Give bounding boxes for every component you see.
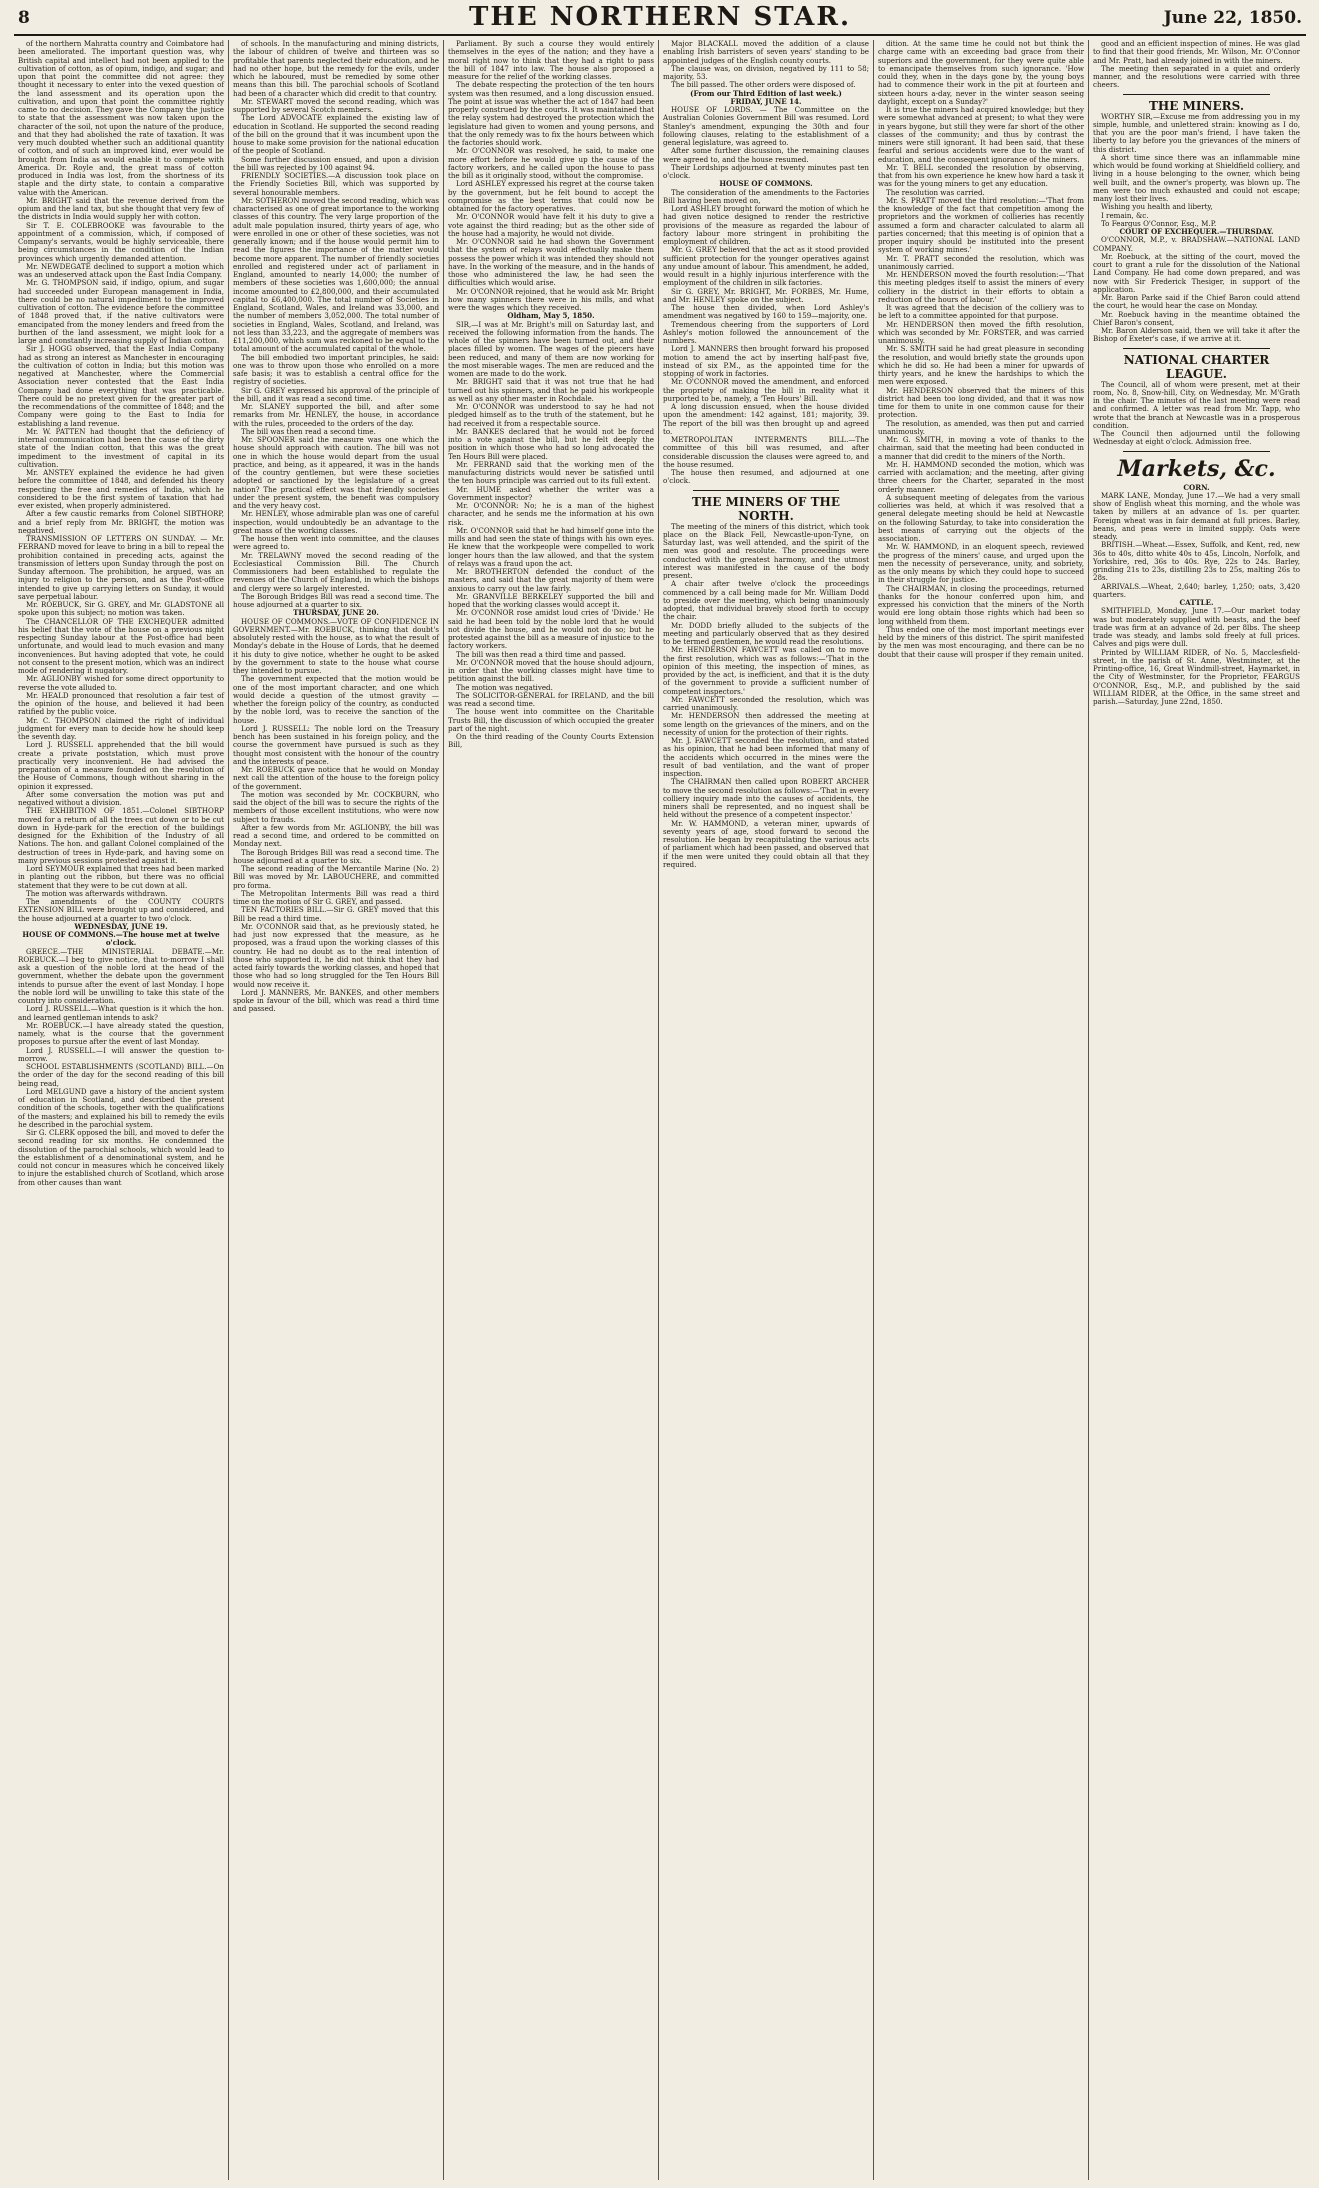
article-paragraph: Sir G. GREY, Mr. BRIGHT, Mr. FORBES, Mr. Hume, and Mr. HENLEY spoke on the subject. [663, 286, 869, 304]
article-paragraph: Mr. BRIGHT said that the revenue derived from the opium and the land tax, but she thought that very few of the districts in India would supply her with cotton. [18, 195, 224, 222]
article-paragraph: Mr. ANSTEY explained the evidence he had given before the committee of 1848, and defended his theory respecting the free and remedies of India, which he considered to be the first system of taxation that had ever existed, when properly administered. [18, 468, 224, 510]
article-paragraph: Mr. W. HAMMOND, in an eloquent speech, reviewed the progress of the miners' cause, and urged upon the men the necessity of perseverance, unity, and sobriety, as the only means by which they could hope to succeed in their struggle for justice. [878, 542, 1084, 585]
article-paragraph: HOUSE OF LORDS. — The Committee on the Australian Colonies Government Bill was resumed. Lord Stanley's amendment, expunging the 30th and four following clauses, relating to the establishment of a general legislature, was agreed to. [663, 105, 869, 147]
section-heading: (From our Third Edition of last week.) [690, 88, 842, 98]
article-paragraph: Sir G. CLERK opposed the bill, and moved to defer the second reading for six months. He condemned the dissolution of the parochial schools, which would lead to the establishment of a denominational system, and he could not concur in measures which he conceived likely to injure the established church of Scotland, which arose from other causes than want [18, 1128, 224, 1187]
article-paragraph: Mr. O'CONNOR rose amidst loud cries of 'Divide.' He said he had been told by the noble lord that he would not divide the house, and he would not do so; but he protested against the bill as a measure of injustice to the factory workers. [448, 608, 654, 651]
article-paragraph: Wishing you health and liberty, [1101, 202, 1213, 212]
article-paragraph: Mr. Roebuck having in the meantime obtained the Chief Baron's consent, [1093, 309, 1300, 327]
article-paragraph: Lord J. RUSSELL.—I will answer the question to-morrow. [18, 1045, 224, 1063]
article-paragraph: Mr. HENLEY, whose admirable plan was one of careful inspection, would undoubtedly be an advantage to the great mass of the working classes. [233, 509, 439, 535]
article-paragraph: Mr. G. GREY believed that the act as it stood provided sufficient protection for the younger operatives against any undue amount of labour. This amendment, he added, would result in a highly injurious interference with the employment of the children in silk factories. [663, 245, 869, 288]
article-paragraph: The clause was, on division, negatived by 111 to 58; majority, 53. [663, 63, 869, 81]
masthead-rule [14, 34, 1306, 36]
column-1 [14, 40, 229, 2180]
article-paragraph: The meeting then separated in a quiet and orderly manner, and the resolutions were carried with three cheers. [1093, 63, 1300, 90]
article-paragraph: Lord ASHLEY expressed his regret at the course taken by the government, but he felt bound to accept the compromise as the best terms that could now be obtained for the factory operatives. [448, 179, 654, 213]
article-paragraph: The amendments of the COUNTY COURTS EXTENSION BILL were brought up and considered, and the house adjourned at a quarter to two o'clock. [18, 897, 224, 923]
article-paragraph: SIR,—I was at Mr. Bright's mill on Saturday last, and received the following information from the hands. The whole of the spinners have been turned out, and their places filled by women. The wages of the piecers have been reduced, and many of them are now working for the most miserable wages. The men are reduced and the women are made to do the work. [448, 319, 654, 378]
article-paragraph: The Council then adjourned until the following Wednesday at eight o'clock. Admission free. [1093, 429, 1300, 447]
article-paragraph: FRIENDLY SOCIETIES.—A discussion took place on the Friendly Societies Bill, which was supported by several honourable members. [233, 171, 439, 197]
article-paragraph: TRANSMISSION OF LETTERS ON SUNDAY. — Mr. FERRAND moved for leave to bring in a bill to repeal the prohibition contained in preceding acts, against the transmission of letters upon Sunday through the post on Sunday afternoon. The prohibition, he argued, was an injury to religion to the person, and as the Post-office intended to give up carrying letters on Sunday, it would save perpetual labour. [18, 534, 224, 601]
article-paragraph: Mr. NEWDEGATE declined to support a motion which was an undeserved attack upon the East India Company. [18, 261, 224, 279]
article-paragraph: Mr. H. HAMMOND seconded the motion, which was carried with acclamation; and the meeting, after giving three cheers for the Charter, separated in the most orderly manner. [878, 459, 1084, 494]
section-heading: FRIDAY, JUNE 14. [730, 96, 802, 106]
issue-date: June 22, 1850. [1163, 8, 1302, 28]
article-paragraph: The Borough Bridges Bill was read a second time. The house adjourned at a quarter to six. [233, 591, 439, 609]
article-paragraph: Lord MELGUND gave a history of the ancient system of education in Scotland, and described the present condition of the schools, together with the qualifications of the masters; and explained his bill to remedy the evils he described in the parochial system. [18, 1086, 224, 1129]
article-paragraph: Their Lordships adjourned at twenty minutes past ten o'clock. [663, 162, 869, 180]
column-6 [1089, 40, 1304, 2180]
article-paragraph: O'CONNOR, M.P., v. BRADSHAW.—NATIONAL LAND COMPANY. [1093, 235, 1300, 253]
article-paragraph: The Lord ADVOCATE explained the existing law of education in Scotland. He supported the second reading of the bill on the ground that it was incumbent upon the house to make some provision for the national education of the people of Scotland. [233, 113, 439, 156]
article-paragraph: Mr. O'CONNOR moved the amendment, and enforced the propriety of making the bill in reality what it purported to be, namely, a 'Ten Hours' Bill. [663, 377, 869, 403]
article-paragraph: A chair after twelve o'clock the proceedings commenced by a call being made for Mr. William Dodd to preside over the meeting, which being unanimously adopted, that individual bravely stood forth to occupy the chair. [663, 579, 869, 622]
article-paragraph: The motion was negatived. [456, 682, 553, 692]
section-heading: CATTLE. [1179, 598, 1214, 607]
article-paragraph: After a few words from Mr. AGLIONBY, the bill was read a second time, and ordered to be committed on Monday next. [233, 822, 439, 849]
article-paragraph: To Feargus O'Connor, Esq., M.P. [1101, 218, 1217, 228]
article-paragraph: Mr. O'CONNOR was resolved, he said, to make one more effort before he would give up the cause of the factory workers, and he called upon the house to pass the bill as it originally stood, without the compromise. [448, 146, 654, 180]
article-paragraph: Mr. TRELAWNY moved the second reading of the Ecclesiastical Commission Bill. The Church Commissioners had been established to regulate the revenues of the Church of England, in which the bishops and clergy were so largely interested. [233, 550, 439, 593]
article-paragraph: of schools. In the manufacturing and mining districts, the labour of children of twelve and thirteen was so profitable that parents neglected their education, and he had no other hope, but the remedy for the evils, under which he laboured, must be remedied by some other means than this bill. The parochial schools of Scotland had been of a character which did credit to that country. [233, 40, 439, 98]
article-paragraph: I remain, &c. [1101, 210, 1149, 220]
column-2 [229, 40, 444, 2180]
article-paragraph: A subsequent meeting of delegates from the various collieries was held, at which it was resolved that a general delegate meeting should be held at Newcastle on the following Saturday, to take into consideration the best means of carrying out the objects of the association. [878, 492, 1084, 543]
article-paragraph: Mr. W. HAMMOND, a veteran miner, upwards of seventy years of age, stood forward to second the resolution. He began by recapitulating the various acts of parliament which had been passed, and observed that if the men were united they could obtain all that they required. [663, 818, 869, 869]
article-paragraph: The meeting of the miners of this district, which took place on the Black Fell, Newcastle-upon-Tyne, on Saturday last, was well attended, and the spirit of the men was good and resolute. The proceedings were conducted with the greatest harmony, and the utmost interest was manifested in the cause of the body present. [663, 521, 869, 580]
section-heading: HOUSE OF COMMONS.—The house met at twelve o'clock. [22, 930, 220, 948]
article-paragraph: Lord SEYMOUR explained that trees had been marked in planting out the ribbon, but there was no official statement that they were to be cut down at all. [18, 864, 224, 890]
article-paragraph: good and an efficient inspection of mines. He was glad to find that their good friends, Mr. Wilson, Mr. O'Connor and Mr. Pratt, had already joined in with the miners. [1093, 40, 1300, 65]
article-paragraph: Tremendous cheering from the supporters of Lord Ashley's motion followed the announcement of the numbers. [663, 319, 869, 345]
article-paragraph: Mr. W. PATTEN had thought that the deficiency of internal communication had been the cause of the dirty state of the Indian cotton, that this was the great impediment to the investment of capital in its cultivation. [18, 426, 224, 469]
article-paragraph: of the northern Mahratta country and Coimbatore had been ameliorated. The important question was, why British capital and intellect had not been applied to the cultivation of cotton, as of opium, indigo, and sugar; and upon that point the committee did not agree: they thought it necessary to enter into the vexed question of the land assessment and its operation upon the cultivation, and upon that point the committee rightly came to no decision. They gave the Company the justice to state that the assessment was now taken upon the character of the soil, not upon the nature of the produce, and that they had abolished the rate of taxation. It was very much doubted whether such an additional quantity of cotton, and of such an improved kind, ever would be brought from India as would enable it to compete with America. Dr. Royle and, the great mass of cotton produced in India was lost, from the shortness of its staple and the dirty state, to contain a comparative value with the American. [18, 40, 224, 197]
article-paragraph: Mr. BROTHERTON defended the conduct of the masters, and said that the great majority of them were anxious to carry out the law fairly. [448, 567, 654, 593]
article-paragraph: Mr. ROEBUCK gave notice that he would on Monday next call the attention of the house to the foreign policy of the government. [233, 765, 439, 791]
article-paragraph: Mr. SOTHERON moved the second reading, which was characterised as one of great importance to the working classes of this country. The very large proportion of the adult male population insured, thirty years of age, who were enrolled in one or other of these societies, was not generally known; and if the house would permit him to read the figures the importance of the matter would become more apparent. The number of friendly societies enrolled and registered under act of parliament in England, amounted to nearly 14,000; the number of members of these societies was 1,600,000; the annual income amounted to £2,800,000, and their accumulated capital to £6,400,000. The total number of Societies in England, Scotland, Wales, and Ireland was 33,000, and the number of members 3,052,000. The total number of societies in England, Wales, Scotland, and Ireland, was not less than 33,223, and the aggregate of members was £11,200,000, which sum was reckoned to be equal to the total amount of the accumulated capital of the whole. [233, 195, 439, 354]
article-paragraph: Mr. ROEBUCK.—I have already stated the question, namely, what is the course that the government proposes to pursue after the event of last Monday. [18, 1020, 224, 1047]
article-paragraph: THE EXHIBITION OF 1851.—Colonel SIBTHORP moved for a return of all the trees cut down or to be cut down in Hyde-park for the erection of the buildings designed for the Exhibition of the Industry of all Nations. The hon. and gallant Colonel complained of the destruction of trees in Hyde-park, and having some on many previous sessions protested against it. [18, 806, 224, 865]
article-paragraph: Mr. O'CONNOR rejoined, that he would ask Mr. Bright how many spinners there were in his mills, and what were the wages which they received. [448, 286, 654, 312]
section-heading: COURT OF EXCHEQUER.—THURSDAY. [1119, 227, 1274, 236]
article-paragraph: Lord J. MANNERS, Mr. BANKES, and other members spoke in favour of the bill, which was read a third time and passed. [233, 987, 439, 1014]
section-heading: WEDNESDAY, JUNE 19. [74, 921, 168, 931]
article-paragraph: The debate respecting the protection of the ten hours system was then resumed, and a long discussion ensued. The point at issue was whether the act of 1847 had been properly construed by the courts. It was maintained that the relay system had destroyed the protection which the legislature had given to women and young persons, and that the only remedy was to fix the hours between which the factories should work. [448, 80, 654, 147]
article-paragraph: Sir G. GREY expressed his approval of the principle of the bill, and it was read a second time. [233, 385, 439, 403]
article-paragraph: The bill embodied two important principles, he said: one was to throw upon those who enrolled on a more safe basis; it was to establish a central office for the registry of societies. [233, 352, 439, 387]
article-paragraph: The consideration of the amendments to the Factories Bill having been moved on, [663, 187, 869, 205]
article-paragraph: BRITISH.—Wheat.—Essex, Suffolk, and Kent, red, new 36s to 40s, ditto white 40s to 45s, Lincoln, Norfolk, and Yorkshire, red, 36s to 40s. Rye, 22s to 24s. Barley, grinding 21s to 23s, distilling 23s to 25s, malting 26s to 28s. [1093, 540, 1300, 583]
article-paragraph: After some conversation the motion was put and negatived without a division. [18, 789, 224, 807]
article-paragraph: WORTHY SIR,—Excuse me from addressing you in my simple, humble, and unlettered strain: knowing as I do, that you are the poor man's friend, I have taken the liberty to lay before you the grievances of the miners of this district. [1093, 111, 1300, 154]
article-paragraph: On the third reading of the County Courts Extension Bill, [448, 732, 654, 750]
article-paragraph: Mr. O'CONNOR moved that the house should adjourn, in order that the working classes might have time to petition against the bill. [448, 657, 654, 684]
article-headline: THE MINERS. [1149, 98, 1244, 113]
article-paragraph: Mr. FAWCETT seconded the resolution, which was carried unanimously. [663, 694, 869, 712]
article-paragraph: Mr. O'CONNOR was understood to say he had not pledged himself as to the truth of the statement, but he had received it from a respectable source. [448, 402, 654, 428]
article-paragraph: Mr. O'CONNOR said that he had himself gone into the mills and had seen the state of things with his own eyes. He knew that the workpeople were compelled to work longer hours than the law allowed, and that the system of relays was a fraud upon the act. [448, 525, 654, 568]
article-paragraph: Mr. BANKES declared that he would not be forced into a vote against the bill, but he felt deeply the position in which those who had so long advocated the Ten Hours Bill were placed. [448, 426, 654, 461]
article-paragraph: Mr. S. PRATT moved the third resolution:—'That from the knowledge of the fact that competition among the proprietors and the workmen of collieries has recently assumed a form and character calculated to alarm all parties concerned; that this meeting is of opinion that a proper inquiry should be instituted into the present system of working mines.' [878, 195, 1084, 255]
section-divider [693, 490, 839, 491]
article-paragraph: MARK LANE, Monday, June 17.—We had a very small show of English wheat this morning, and the whole was taken by millers at an advance of 1s. per quarter. Foreign wheat was in fair demand at full prices. Barley, beans, and peas were in limited supply. Oats were steady. [1093, 490, 1300, 541]
article-paragraph: Major BLACKALL moved the addition of a clause enabling Irish barristers of seven years' standing to be appointed judges of the English county courts. [663, 40, 869, 65]
article-paragraph: Mr. T. BELL seconded the resolution by observing, that from his own experience he knew how hard a task it was for the young miners to get any education. [878, 162, 1084, 189]
article-paragraph: Mr. STEWART moved the second reading, which was supported by several Scotch members. [233, 96, 439, 114]
article-paragraph: Mr. C. THOMPSON claimed the right of individual judgment for every man to decide how he should keep the seventh day. [18, 715, 224, 741]
section-divider [1123, 94, 1270, 95]
article-paragraph: Mr. J. FAWCETT seconded the resolution, and stated as his opinion, that he had been informed that many of the accidents which occurred in the mines were the result of bad ventilation, and the want of proper inspection. [663, 736, 869, 778]
article-paragraph: Mr. Baron Alderson said, then we will take it after the Bishop of Exeter's case, if we arrive at it. [1093, 326, 1300, 344]
section-divider [1123, 451, 1270, 452]
article-paragraph: SCHOOL ESTABLISHMENTS (SCOTLAND) BILL.—On the order of the day for the second reading of this bill being read, [18, 1062, 224, 1088]
article-paragraph: The house then went into committee, and the clauses were agreed to. [233, 534, 439, 552]
article-paragraph: The resolution, as amended, was then put and carried unanimously. [878, 418, 1084, 436]
section-heading: CORN. [1183, 482, 1210, 492]
article-paragraph: The SOLICITOR-GENERAL for IRELAND, and the bill was read a second time. [448, 690, 654, 708]
article-paragraph: Mr. BRIGHT said that it was not true that he had turned out his spinners, and that he paid his workpeople as well as any other master in Rochdale. [448, 377, 654, 403]
article-paragraph: It is true the miners had acquired knowledge; but they were somewhat advanced at present; to what they were in years bygone, but still they were far short of the other classes of the community; and thus by contrast the miners were still ignorant. It had been said, that these fearful and serious accidents were due to the want of education, and the consequent ignorance of the miners. [878, 105, 1084, 164]
article-paragraph: Mr. G. THOMPSON said, if indigo, opium, and sugar had succeeded under European management in India, there could be no natural impediment to the improved cultivation of cotton. The evidence before the committee of 1848 proved that, if the native cultivators were emancipated from the money lenders and freed from the burthen of the land assessment, we might look for a large and constantly increasing supply of Indian cotton. [18, 278, 224, 345]
article-paragraph: The house then divided, when Lord Ashley's amendment was negatived by 160 to 159—majority, one. [663, 303, 869, 321]
article-paragraph: Printed by WILLIAM RIDER, of No. 5, Macclesfield-street, in the parish of St. Anne, Westminster, at the Printing-office, 16, Great Windmill-street, Haymarket, in the City of Westminster, for the Proprietor, FEARGUS O'CONNOR, Esq., M.P., and published by the said WILLIAM RIDER, at the Office, in the same street and parish.—Saturday, June 22nd, 1850. [1093, 647, 1300, 706]
article-paragraph: The Council, all of whom were present, met at their room, No. 8, Snow-hill, City, on Wednesday, Mr. M'Grath in the chair. The minutes of the last meeting were read and confirmed. A letter was read from Mr. Tapp, who wrote that the branch at Newcastle was in a prosperous condition. [1093, 379, 1300, 430]
column-5 [874, 40, 1089, 2180]
article-paragraph: The Metropolitan Interments Bill was read a third time on the motion of Sir G. GREY, and passed. [233, 888, 439, 906]
article-paragraph: METROPOLITAN INTERMENTS BILL.—The committee of this bill was resumed, and after considerable discussion the clauses were agreed to, and the house resumed. [663, 435, 869, 469]
section-heading: THURSDAY, JUNE 20. [293, 608, 379, 618]
section-heading: Oldham, May 5, 1850. [507, 311, 595, 321]
article-paragraph: The government expected that the motion would be one of the most important character, and one which would decide a question of the utmost gravity — whether the foreign policy of the country, as conducted by the noble lord, was to receive the sanction of the house. [233, 674, 439, 725]
masthead [14, 2, 1306, 32]
article-paragraph: Mr. O'CONNOR said that, as he previously stated, he had just now expressed that the measure, as he proposed, was a fraud upon the working classes of this country. He had no doubt as to the real intention of those who supported it, he did not think that they had acted fairly towards the working classes, and hoped that those who had so long struggled for the Ten Hours Bill would now receive it. [233, 921, 439, 989]
article-paragraph: Mr. S. SMITH said he had great pleasure in seconding the resolution, and would briefly state the grounds upon which he did so. He had been a miner for upwards of thirty years, and he knew the hardships to which the men were exposed. [878, 344, 1084, 387]
article-paragraph: Mr. SLANEY supported the bill, and after some remarks from Mr. HENLEY, the house, in accordance with the rules, proceeded to the orders of the day. [233, 402, 439, 428]
article-paragraph: After some further discussion, the remaining clauses were agreed to, and the house resumed. [663, 146, 869, 164]
article-paragraph: Mr. O'CONNOR would have felt it his duty to give a vote against the third reading; but as the other side of the house had a majority, he would not divide. [448, 212, 654, 238]
article-paragraph: Mr. SPOONER said the measure was one which the house should approach with caution. The bill was not one in which the house would depart from the usual practice, and being, as it appeared, it was in the hands of the country gentlemen, but were these societies adopted or sanctioned by the legislature of a great nation? The practical effect was that friendly societies under the present system, the benefit was compulsory and the very heavy cost. [233, 435, 439, 510]
article-paragraph: The motion was seconded by Mr. COCKBURN, who said the object of the bill was to secure the rights of the members of those excellent institutions, who were now subject to frauds. [233, 789, 439, 824]
markets-heading: Markets, &c. [1117, 455, 1276, 482]
article-paragraph: The CHANCELLOR OF THE EXCHEQUER admitted his belief that the vote of the house on a previous night respecting Sunday labour at the Post-office had been unfortunate, and would lead to much evasion and many inconveniences. But having adopted that vote, he could not consent to the present motion, which was an indirect mode of rendering it nugatory. [18, 616, 224, 675]
article-paragraph: Lord ASHLEY brought forward the motion of which he had given notice designed to render the restrictive provisions of the measure as regarded the labour of factory labour more stringent in prohibiting the employment of children. [663, 204, 869, 246]
article-paragraph: The motion was afterwards withdrawn. [26, 888, 168, 898]
article-paragraph: Lord J. RUSSELL apprehended that the bill would create a private poststation, which must prove practically very inconvenient. He had advised the preparation of a measure founded on the resolution of the House of Commons, though without sharing in the opinion it expressed. [18, 740, 224, 791]
article-paragraph: The CHAIRMAN then called upon ROBERT ARCHER to move the second resolution as follows:—'That in every colliery inquiry made into the causes of accidents, the miners shall be represented, and no inquest shall be held without the presence of a competent inspector.' [663, 777, 869, 820]
article-paragraph: TEN FACTORIES BILL.—Sir G. GREY moved that this Bill be read a third time. [233, 905, 439, 923]
article-paragraph: It was agreed that the decision of the colliery was to be left to a committee appointed for that purpose. [878, 303, 1084, 321]
article-paragraph: Mr. DODD briefly alluded to the subjects of the meeting and particularly observed that as they desired to be termed gentlemen, he would read the resolutions. [663, 620, 869, 646]
article-paragraph: Some further discussion ensued, and upon a division the bill was rejected by 100 against 94. [233, 154, 439, 172]
article-paragraph: dition. At the same time he could not but think the charge came with an exceeding bad grace from their superiors and the government, for they were quite able to emancipate themselves from such ignorance. 'How could they, when in the days gone by, the young boys had to commence their work in the pit at fourteen and sixteen hours a-day, never in the winter season seeing daylight, except on a Sunday?' [878, 40, 1084, 106]
section-divider [1123, 348, 1270, 349]
article-paragraph: Mr. HENDERSON observed that the miners of this district had been too long divided, and that it was now time for them to unite in one common cause for their protection. [878, 385, 1084, 420]
article-paragraph: Lord J. MANNERS then brought forward his proposed motion to amend the act by inserting half-past five, instead of six P.M., as the appointed time for the stopping of work in factories. [663, 344, 869, 378]
article-headline: NATIONAL CHARTER LEAGUE. [1123, 352, 1270, 381]
article-paragraph: The CHAIRMAN, in closing the proceedings, returned thanks for the honour conferred upon him, and expressed his conviction that the miners of the North would ere long obtain those rights which had been so long withheld from them. [878, 583, 1084, 626]
article-paragraph: Mr. G. SMITH, in moving a vote of thanks to the chairman, said that the meeting had been conducted in a manner that did credit to the miners of the North. [878, 435, 1084, 461]
article-paragraph: Mr. HEALD pronounced that resolution a fair test of the opinion of the house, and believed it had been ratified by the public voice. [18, 690, 224, 717]
article-paragraph: ARRIVALS.—Wheat, 2,640; barley, 1,250; oats, 3,420 quarters. [1093, 581, 1300, 599]
article-paragraph: The house went into committee on the Charitable Trusts Bill, the discussion of which occupied the greater part of the night. [448, 707, 654, 733]
article-paragraph: Sir T. E. COLEBROOKE was favourable to the appointment of a commission, which, if composed of Company's servants, would be highly serviceable, there being circumstances in the condition of the Indian provinces which urgently demanded attention. [18, 220, 224, 263]
article-paragraph: Parliament. By such a course they would entirely themselves in the eyes of the nation; and they have a moral right now to think that they had a right to pass the bill of 1847 into law. The house also proposed a measure for the relief of the working classes. [448, 40, 654, 81]
article-headline: THE MINERS OF THE NORTH. [692, 494, 840, 523]
article-paragraph: The resolution was carried. [886, 187, 985, 197]
column-3 [444, 40, 659, 2180]
article-paragraph: The bill passed. The other orders were disposed of. [671, 80, 856, 90]
article-paragraph: A long discussion ensued, when the house divided upon the amendment: 142 against, 181; majority, 39. The report of the bill was then brought up and agreed to. [663, 402, 869, 436]
article-paragraph: The second reading of the Mercantile Marine (No. 2) Bill was moved by Mr. LABOUCHERE, and committed pro forma. [233, 864, 439, 890]
article-paragraph: Mr. HENDERSON FAWCETT was called on to move the first resolution, which was as follows:—'That in the opinion of this meeting, the inspection of mines, as provided by the act, is inefficient, and that it is the duty of the government to provide a sufficient number of competent inspectors.' [663, 645, 869, 696]
article-paragraph: Mr. HENDERSON moved the fourth resolution:—'That this meeting pledges itself to assist the miners of every colliery in the district in their efforts to obtain a reduction of the hours of labour.' [878, 270, 1084, 304]
article-paragraph: Mr. O'CONNOR: No; he is a man of the highest character, and he sends me the information at his own risk. [448, 501, 654, 527]
article-paragraph: Mr. AGLIONBY wished for some direct opportunity to reverse the vote alluded to. [18, 674, 224, 692]
article-paragraph: Sir J. HOGG observed, that the East India Company had as strong an interest as Manchester in encouraging the cultivation of cotton in India; but this motion was negatived at Manchester, where the Commercial Association never contested that the East India Company had done everything that was practicable. There could be no pretext given for the greater part of the recommendations of the committee of 1848; and the Company were going to the East to India for establishing a land revenue. [18, 344, 224, 428]
article-paragraph: After a few caustic remarks from Colonel SIBTHORP, and a brief reply from Mr. BRIGHT, the motion was negatived. [18, 509, 224, 535]
article-paragraph: SMITHFIELD, Monday, June 17.—Our market today was but moderately supplied with beasts, and the beef trade was firm at an advance of 2d. per 8lbs. The sheep trade was steady, and lambs sold freely at full prices. Calves and pigs were dull. [1093, 606, 1300, 649]
section-heading: HOUSE OF COMMONS. [719, 179, 813, 189]
article-paragraph: Mr. FERRAND said that the working men of the manufacturing districts would never be satisfied until the ten hours principle was carried out to its full extent. [448, 459, 654, 486]
columns-container [14, 40, 1306, 2180]
article-paragraph: Mr. T. PRATT seconded the resolution, which was unanimously carried. [878, 253, 1084, 271]
article-paragraph: The bill was then read a second time. [241, 426, 376, 436]
article-paragraph: Mr. O'CONNOR said he had shown the Government that the system of relays would effectually make them possess the power which it was intended they should not have. In the working of the measure, and in the hands of those who administered the law, he had seen the difficulties which would arise. [448, 237, 654, 288]
article-paragraph: Mr. HENDERSON then moved the fifth resolution, which was seconded by Mr. FORSTER, and was carried unanimously. [878, 319, 1084, 345]
page-number: 8 [18, 8, 30, 28]
article-paragraph: HOUSE OF COMMONS.—VOTE OF CONFIDENCE IN GOVERNMENT.—Mr. ROEBUCK, thinking that doubt's absolutely rested with the house, as to what the result of Monday's debate in the House of Lords, that he deemed it his duty to give notice, whether he ought to be asked by the government to state to the house what course they intended to pursue. [233, 616, 439, 675]
article-paragraph: Mr. Baron Parke said if the Chief Baron could attend the court, he would hear the case on Monday. [1093, 293, 1300, 311]
column-4 [659, 40, 874, 2180]
article-paragraph: Mr. HUME asked whether the writer was a Government inspector? [448, 484, 654, 502]
article-paragraph: Thus ended one of the most important meetings ever held by the miners of this district. The spirit manifested by the men was most encouraging, and there can be no doubt that their cause will prosper if they remain united. [878, 624, 1084, 659]
article-paragraph: A short time since there was an inflammable mine which would be found working at Shieldfield colliery, and living in a house belonging to the owner, which being well built, and the owner's property, was blown up. The men were too much exhausted and could not escape; many lost their lives. [1093, 152, 1300, 203]
article-paragraph: The Borough Bridges Bill was read a second time. The house adjourned at a quarter to six. [233, 847, 439, 865]
article-paragraph: Mr. GRANVILLE BERKELEY supported the bill and hoped that the working classes would accept it. [448, 591, 654, 609]
article-paragraph: Mr. HENDERSON then addressed the meeting at some length on the grievances of the miners, and on the necessity of union for the protection of their rights. [663, 711, 869, 737]
article-paragraph: Mr. Roebuck, at the sitting of the court, moved the court to grant a rule for the dissolution of the National Land Company. He had come down prepared, and was now with Sir Frederick Thesiger, in support of the application. [1093, 251, 1300, 294]
article-paragraph: Mr. ROEBUCK, Sir G. GREY, and Mr. GLADSTONE all spoke upon this subject; no motion was taken. [18, 600, 224, 618]
article-paragraph: Lord J. RUSSELL: The noble lord on the Treasury bench has been sustained in his foreign policy, and the course the government have pursued is such as they thought most consistent with the honour of the country and the interests of peace. [233, 723, 439, 766]
article-paragraph: Lord J. RUSSELL.—What question is it which the hon. and learned gentleman intends to ask? [18, 1004, 224, 1022]
article-paragraph: The bill was then read a third time and passed. [456, 649, 626, 659]
newspaper-title: THE NORTHERN STAR. [468, 2, 852, 32]
article-paragraph: The house then resumed, and adjourned at one o'clock. [663, 468, 869, 486]
article-paragraph: GREECE.—THE MINISTERIAL DEBATE.—Mr. ROEBUCK.—I beg to give notice, that to-morrow I shall ask a question of the noble lord at the head of the government, whether the debate upon the government intends to pursue after the event of last Monday. I hope the noble lord will be unwilling to take this state of the country into consideration. [18, 946, 224, 1005]
